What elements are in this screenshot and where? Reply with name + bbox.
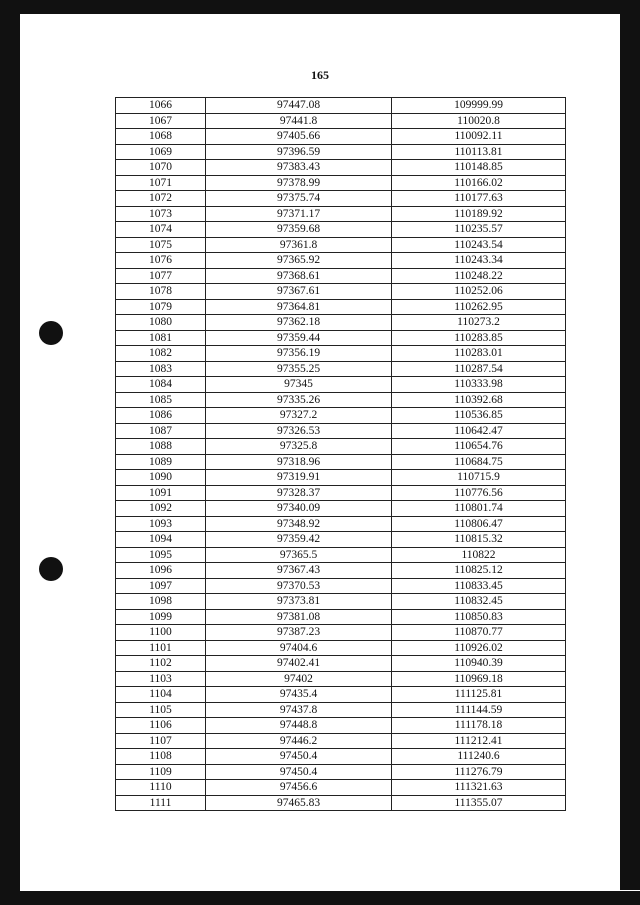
point-id-cell: 1071 bbox=[116, 175, 206, 191]
y-coordinate-cell: 110243.54 bbox=[392, 237, 566, 253]
table-row bbox=[116, 547, 566, 563]
x-coordinate-cell: 97378.99 bbox=[206, 175, 392, 191]
table-row bbox=[116, 470, 566, 486]
point-id-cell: 1104 bbox=[116, 687, 206, 703]
point-id-cell: 1093 bbox=[116, 516, 206, 532]
y-coordinate-cell: 111355.07 bbox=[392, 795, 566, 811]
point-id-cell: 1096 bbox=[116, 563, 206, 579]
y-coordinate-cell: 111240.6 bbox=[392, 749, 566, 765]
table-row bbox=[116, 268, 566, 284]
table-row bbox=[116, 780, 566, 796]
x-coordinate-cell: 97335.26 bbox=[206, 392, 392, 408]
point-id-cell: 1087 bbox=[116, 423, 206, 439]
table-row bbox=[116, 315, 566, 331]
y-coordinate-cell: 110926.02 bbox=[392, 640, 566, 656]
y-coordinate-cell: 110870.77 bbox=[392, 625, 566, 641]
table-row bbox=[116, 764, 566, 780]
x-coordinate-cell: 97402.41 bbox=[206, 656, 392, 672]
x-coordinate-cell: 97404.6 bbox=[206, 640, 392, 656]
point-id-cell: 1101 bbox=[116, 640, 206, 656]
table-row bbox=[116, 222, 566, 238]
x-coordinate-cell: 97456.6 bbox=[206, 780, 392, 796]
table-row bbox=[116, 237, 566, 253]
x-coordinate-cell: 97328.37 bbox=[206, 485, 392, 501]
x-coordinate-cell: 97396.59 bbox=[206, 144, 392, 160]
y-coordinate-cell: 110776.56 bbox=[392, 485, 566, 501]
table-row bbox=[116, 299, 566, 315]
x-coordinate-cell: 97340.09 bbox=[206, 501, 392, 517]
y-coordinate-cell: 110148.85 bbox=[392, 160, 566, 176]
scan-border-bottom bbox=[0, 891, 640, 905]
point-id-cell: 1103 bbox=[116, 671, 206, 687]
table-row bbox=[116, 687, 566, 703]
table-row bbox=[116, 625, 566, 641]
scan-border-top bbox=[0, 0, 640, 14]
table-row bbox=[116, 578, 566, 594]
point-id-cell: 1092 bbox=[116, 501, 206, 517]
y-coordinate-cell: 110092.11 bbox=[392, 129, 566, 145]
point-id-cell: 1091 bbox=[116, 485, 206, 501]
coordinate-table bbox=[115, 97, 566, 811]
point-id-cell: 1066 bbox=[116, 98, 206, 114]
point-id-cell: 1072 bbox=[116, 191, 206, 207]
y-coordinate-cell: 110825.12 bbox=[392, 563, 566, 579]
point-id-cell: 1079 bbox=[116, 299, 206, 315]
y-coordinate-cell: 110333.98 bbox=[392, 377, 566, 393]
y-coordinate-cell: 111144.59 bbox=[392, 702, 566, 718]
y-coordinate-cell: 110536.85 bbox=[392, 408, 566, 424]
point-id-cell: 1077 bbox=[116, 268, 206, 284]
point-id-cell: 1076 bbox=[116, 253, 206, 269]
x-coordinate-cell: 97319.91 bbox=[206, 470, 392, 486]
table-row bbox=[116, 671, 566, 687]
scan-border-left bbox=[0, 0, 20, 905]
x-coordinate-cell: 97450.4 bbox=[206, 749, 392, 765]
table-row bbox=[116, 191, 566, 207]
x-coordinate-cell: 97387.23 bbox=[206, 625, 392, 641]
table-row bbox=[116, 609, 566, 625]
point-id-cell: 1109 bbox=[116, 764, 206, 780]
table-row bbox=[116, 284, 566, 300]
table-row bbox=[116, 346, 566, 362]
x-coordinate-cell: 97361.8 bbox=[206, 237, 392, 253]
point-id-cell: 1080 bbox=[116, 315, 206, 331]
table-row bbox=[116, 485, 566, 501]
y-coordinate-cell: 110969.18 bbox=[392, 671, 566, 687]
coordinate-table-body bbox=[116, 98, 566, 811]
x-coordinate-cell: 97367.61 bbox=[206, 284, 392, 300]
y-coordinate-cell: 110020.8 bbox=[392, 113, 566, 129]
point-id-cell: 1099 bbox=[116, 609, 206, 625]
table-row bbox=[116, 160, 566, 176]
x-coordinate-cell: 97368.61 bbox=[206, 268, 392, 284]
point-id-cell: 1110 bbox=[116, 780, 206, 796]
y-coordinate-cell: 110806.47 bbox=[392, 516, 566, 532]
x-coordinate-cell: 97356.19 bbox=[206, 346, 392, 362]
table-row bbox=[116, 175, 566, 191]
point-id-cell: 1086 bbox=[116, 408, 206, 424]
point-id-cell: 1070 bbox=[116, 160, 206, 176]
point-id-cell: 1089 bbox=[116, 454, 206, 470]
x-coordinate-cell: 97435.4 bbox=[206, 687, 392, 703]
y-coordinate-cell: 110166.02 bbox=[392, 175, 566, 191]
x-coordinate-cell: 97367.43 bbox=[206, 563, 392, 579]
table-row bbox=[116, 563, 566, 579]
y-coordinate-cell: 110287.54 bbox=[392, 361, 566, 377]
point-id-cell: 1074 bbox=[116, 222, 206, 238]
table-row bbox=[116, 253, 566, 269]
y-coordinate-cell: 110252.06 bbox=[392, 284, 566, 300]
scan-border-right bbox=[620, 0, 640, 890]
x-coordinate-cell: 97383.43 bbox=[206, 160, 392, 176]
punch-hole-top bbox=[39, 321, 63, 345]
page-number: 165 bbox=[311, 68, 329, 82]
point-id-cell: 1078 bbox=[116, 284, 206, 300]
y-coordinate-cell: 110940.39 bbox=[392, 656, 566, 672]
table-row bbox=[116, 702, 566, 718]
y-coordinate-cell: 110273.2 bbox=[392, 315, 566, 331]
y-coordinate-cell: 110822 bbox=[392, 547, 566, 563]
table-row bbox=[116, 377, 566, 393]
x-coordinate-cell: 97465.83 bbox=[206, 795, 392, 811]
table-row bbox=[116, 718, 566, 734]
point-id-cell: 1067 bbox=[116, 113, 206, 129]
y-coordinate-cell: 110113.81 bbox=[392, 144, 566, 160]
x-coordinate-cell: 97365.5 bbox=[206, 547, 392, 563]
y-coordinate-cell: 110283.85 bbox=[392, 330, 566, 346]
point-id-cell: 1105 bbox=[116, 702, 206, 718]
x-coordinate-cell: 97371.17 bbox=[206, 206, 392, 222]
table-row bbox=[116, 749, 566, 765]
y-coordinate-cell: 110243.34 bbox=[392, 253, 566, 269]
x-coordinate-cell: 97381.08 bbox=[206, 609, 392, 625]
point-id-cell: 1097 bbox=[116, 578, 206, 594]
x-coordinate-cell: 97359.42 bbox=[206, 532, 392, 548]
table-row bbox=[116, 361, 566, 377]
x-coordinate-cell: 97359.44 bbox=[206, 330, 392, 346]
y-coordinate-cell: 111321.63 bbox=[392, 780, 566, 796]
point-id-cell: 1088 bbox=[116, 439, 206, 455]
x-coordinate-cell: 97362.18 bbox=[206, 315, 392, 331]
point-id-cell: 1108 bbox=[116, 749, 206, 765]
x-coordinate-cell: 97365.92 bbox=[206, 253, 392, 269]
table-row bbox=[116, 206, 566, 222]
x-coordinate-cell: 97364.81 bbox=[206, 299, 392, 315]
x-coordinate-cell: 97355.25 bbox=[206, 361, 392, 377]
y-coordinate-cell: 110815.32 bbox=[392, 532, 566, 548]
x-coordinate-cell: 97325.8 bbox=[206, 439, 392, 455]
y-coordinate-cell: 110684.75 bbox=[392, 454, 566, 470]
point-id-cell: 1082 bbox=[116, 346, 206, 362]
point-id-cell: 1095 bbox=[116, 547, 206, 563]
point-id-cell: 1090 bbox=[116, 470, 206, 486]
point-id-cell: 1068 bbox=[116, 129, 206, 145]
point-id-cell: 1100 bbox=[116, 625, 206, 641]
point-id-cell: 1098 bbox=[116, 594, 206, 610]
y-coordinate-cell: 110715.9 bbox=[392, 470, 566, 486]
y-coordinate-cell: 110177.63 bbox=[392, 191, 566, 207]
x-coordinate-cell: 97437.8 bbox=[206, 702, 392, 718]
x-coordinate-cell: 97402 bbox=[206, 671, 392, 687]
point-id-cell: 1106 bbox=[116, 718, 206, 734]
x-coordinate-cell: 97441.8 bbox=[206, 113, 392, 129]
table-row bbox=[116, 501, 566, 517]
x-coordinate-cell: 97447.08 bbox=[206, 98, 392, 114]
point-id-cell: 1094 bbox=[116, 532, 206, 548]
y-coordinate-cell: 110850.83 bbox=[392, 609, 566, 625]
x-coordinate-cell: 97370.53 bbox=[206, 578, 392, 594]
y-coordinate-cell: 111178.18 bbox=[392, 718, 566, 734]
punch-hole-bottom bbox=[39, 557, 63, 581]
x-coordinate-cell: 97318.96 bbox=[206, 454, 392, 470]
y-coordinate-cell: 111212.41 bbox=[392, 733, 566, 749]
table-row bbox=[116, 144, 566, 160]
point-id-cell: 1084 bbox=[116, 377, 206, 393]
y-coordinate-cell: 110642.47 bbox=[392, 423, 566, 439]
point-id-cell: 1083 bbox=[116, 361, 206, 377]
table-row bbox=[116, 129, 566, 145]
x-coordinate-cell: 97446.2 bbox=[206, 733, 392, 749]
y-coordinate-cell: 110262.95 bbox=[392, 299, 566, 315]
table-row bbox=[116, 640, 566, 656]
table-row bbox=[116, 330, 566, 346]
x-coordinate-cell: 97450.4 bbox=[206, 764, 392, 780]
table-row bbox=[116, 423, 566, 439]
point-id-cell: 1107 bbox=[116, 733, 206, 749]
point-id-cell: 1075 bbox=[116, 237, 206, 253]
x-coordinate-cell: 97345 bbox=[206, 377, 392, 393]
y-coordinate-cell: 110189.92 bbox=[392, 206, 566, 222]
x-coordinate-cell: 97448.8 bbox=[206, 718, 392, 734]
y-coordinate-cell: 109999.99 bbox=[392, 98, 566, 114]
y-coordinate-cell: 110654.76 bbox=[392, 439, 566, 455]
table-row bbox=[116, 113, 566, 129]
x-coordinate-cell: 97375.74 bbox=[206, 191, 392, 207]
y-coordinate-cell: 110392.68 bbox=[392, 392, 566, 408]
point-id-cell: 1081 bbox=[116, 330, 206, 346]
table-row bbox=[116, 454, 566, 470]
table-row bbox=[116, 98, 566, 114]
point-id-cell: 1102 bbox=[116, 656, 206, 672]
table-row bbox=[116, 408, 566, 424]
y-coordinate-cell: 110801.74 bbox=[392, 501, 566, 517]
point-id-cell: 1069 bbox=[116, 144, 206, 160]
x-coordinate-cell: 97348.92 bbox=[206, 516, 392, 532]
y-coordinate-cell: 111125.81 bbox=[392, 687, 566, 703]
y-coordinate-cell: 110248.22 bbox=[392, 268, 566, 284]
point-id-cell: 1073 bbox=[116, 206, 206, 222]
table-row bbox=[116, 516, 566, 532]
table-row bbox=[116, 656, 566, 672]
x-coordinate-cell: 97327.2 bbox=[206, 408, 392, 424]
y-coordinate-cell: 111276.79 bbox=[392, 764, 566, 780]
point-id-cell: 1111 bbox=[116, 795, 206, 811]
x-coordinate-cell: 97326.53 bbox=[206, 423, 392, 439]
table-row bbox=[116, 392, 566, 408]
table-row bbox=[116, 594, 566, 610]
table-row bbox=[116, 795, 566, 811]
y-coordinate-cell: 110833.45 bbox=[392, 578, 566, 594]
point-id-cell: 1085 bbox=[116, 392, 206, 408]
y-coordinate-cell: 110283.01 bbox=[392, 346, 566, 362]
x-coordinate-cell: 97373.81 bbox=[206, 594, 392, 610]
y-coordinate-cell: 110235.57 bbox=[392, 222, 566, 238]
table-row bbox=[116, 439, 566, 455]
table-row bbox=[116, 532, 566, 548]
x-coordinate-cell: 97405.66 bbox=[206, 129, 392, 145]
table-row bbox=[116, 733, 566, 749]
y-coordinate-cell: 110832.45 bbox=[392, 594, 566, 610]
x-coordinate-cell: 97359.68 bbox=[206, 222, 392, 238]
